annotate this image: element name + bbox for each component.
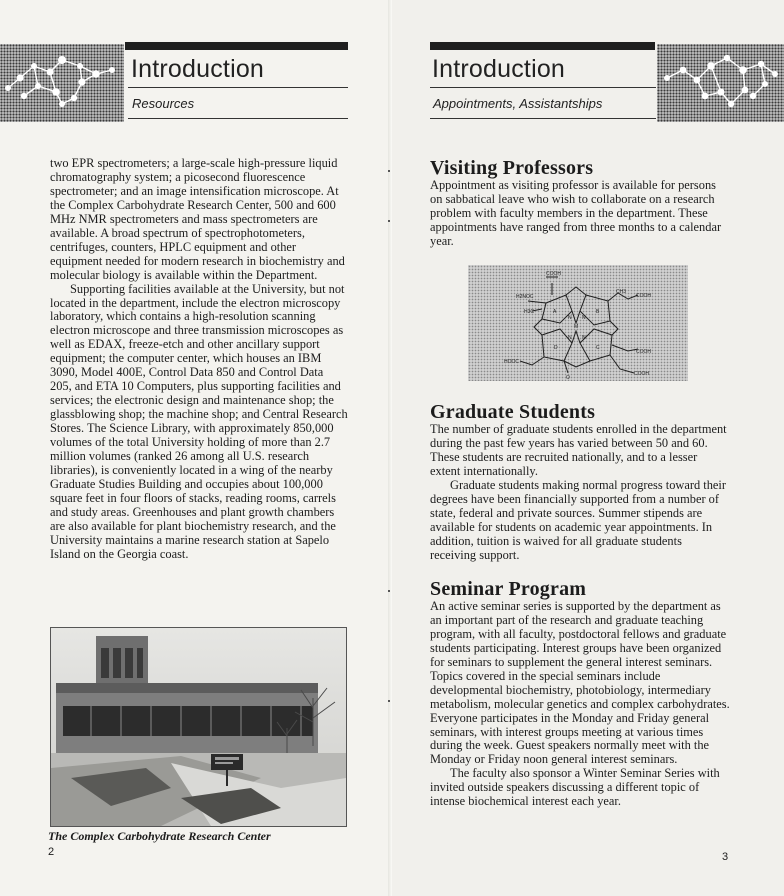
- margin-mark: [388, 700, 390, 702]
- structure-label: O: [566, 375, 570, 381]
- structure-label: N: [568, 335, 572, 341]
- header-bar: [125, 42, 348, 50]
- paragraph: The faculty also sponsor a Winter Seminar Series with invited outside speakers discussing a different topic of intense biochemical interest each year.: [430, 766, 720, 809]
- section-heading: Graduate Students: [430, 401, 596, 423]
- paragraph: The number of graduate students enrolled in the department during the past few years has varied between 50 and 60. These students are recruited nationally, and to a lesser extent internationally.: [430, 421, 727, 478]
- structure-label: COOH: [634, 371, 649, 377]
- page-header-subtitle: Resources: [132, 96, 195, 111]
- structure-label: CH3: [616, 289, 627, 295]
- margin-mark: [388, 220, 390, 222]
- photo-caption: The Complex Carbohydrate Research Center: [48, 829, 271, 843]
- header-underline: [430, 118, 656, 119]
- structure-label: COOH: [636, 293, 651, 299]
- paragraph: two EPR spectrometers; a large-scale high-pressure liquid chromatography system; a picosecond fluorescence spectrometer; and an image intensification microscope. At the Complex Carbohydrate Research Center, 500 and 600 MHz NMR spectrometers and mass spectrometers are available. A broad spectrum of spectrophotometers, centrifuges, counters, HPLC equipment and other equipment needed for modern research in biochemistry and molecular biology is available within the Department.: [50, 156, 345, 282]
- structure-label: M: [574, 324, 579, 330]
- structure-label: N: [582, 335, 586, 341]
- structure-label: COOH: [546, 271, 561, 277]
- margin-mark: [388, 590, 390, 592]
- structure-label: H3C: [524, 309, 535, 315]
- structure-label: COOH: [636, 349, 651, 355]
- paragraph: Graduate students making normal progress toward their degrees have been financially supported from a number of state, federal and private sources. Summer stipends are available for students on academic year appointments. In addition, tuition is waived for all graduate students receiving support.: [430, 477, 726, 562]
- header-divider: [128, 87, 348, 88]
- section-graduate-students: [430, 401, 730, 562]
- structure-label: B: [596, 309, 600, 315]
- header-divider: [430, 87, 656, 88]
- section-heading: Seminar Program: [430, 578, 587, 600]
- structure-label: H2NOC: [516, 294, 534, 300]
- paragraph: Supporting facilities available at the University, but not located in the department, include the electron microscopy laboratory, which contains a high-resolution scanning electron microscope and three transmission microscopes as well as EDAX, freeze-etch and other ancillary support equipment; the computer center, which houses an IBM 3090, Model 400E, Control Data 850 and Control Data 205, and ETA 10 Computers, plus supporting facilities and services; the electronic design and maintenance shop; the glassblowing shop; the machine shop; and Central Research Stores. The Science Library, with approximately 850,000 volumes of the total University holding of more than 2.7 million volumes (ranked 26 among all U.S. research libraries), is conveniently located in a wing of the nearby Graduate Studies Building and occupies about 100,000 square feet in four floors of stacks, reading rooms, carrels and study areas. Greenhouses and plant growth chambers are also available for plant biochemistry research, and the University maintains a marine research station at Sapelo Island on the Georgia coast.: [50, 281, 348, 561]
- section-visiting-professors: [430, 157, 730, 249]
- section-heading: Visiting Professors: [430, 157, 594, 179]
- structure-label: N: [568, 315, 572, 321]
- paragraph: An active seminar series is supported by the department as an important part of the research and graduate teaching program, with all faculty, postdoctoral fellows and graduate students participating. Interest groups have been organized for seminars to supplement the general interest seminars. Topics covered in the special seminars include developmental biochemistry, photobiology, intermediary metabolism, molecular genetics and complex carbohydrates. Everyone participates in the Monday and Friday general seminars, with interest groups meeting at various times during the week. Guest speakers normally meet with the Monday or Friday noon general interest seminars.: [430, 598, 730, 767]
- building-photo: [50, 627, 347, 827]
- structure-label: HOOC: [504, 359, 519, 365]
- margin-mark: [388, 170, 390, 172]
- structure-label: D: [554, 345, 558, 351]
- page-number: 2: [48, 846, 55, 858]
- structure-label: N: [582, 315, 586, 321]
- page-header-title: Introduction: [432, 55, 566, 83]
- resources-text: [50, 157, 348, 562]
- section-seminar-program: [430, 578, 730, 809]
- structure-label: A: [553, 309, 557, 315]
- molecule-illustration: [0, 44, 124, 122]
- porphyrin-structure-diagram: [468, 265, 688, 381]
- molecule-illustration: [657, 44, 784, 122]
- page-header-subtitle: Appointments, Assistantships: [433, 96, 603, 111]
- paragraph: Appointment as visiting professor is available for persons on sabbatical leave who wish to collaborate on a research problem with faculty members in the department. These appointments have ranged from three months to a calendar year.: [430, 177, 722, 248]
- page-header-title: Introduction: [131, 55, 265, 83]
- structure-label: C: [596, 345, 600, 351]
- header-underline: [128, 118, 348, 119]
- header-bar: [430, 42, 655, 50]
- page-number: 3: [722, 851, 729, 863]
